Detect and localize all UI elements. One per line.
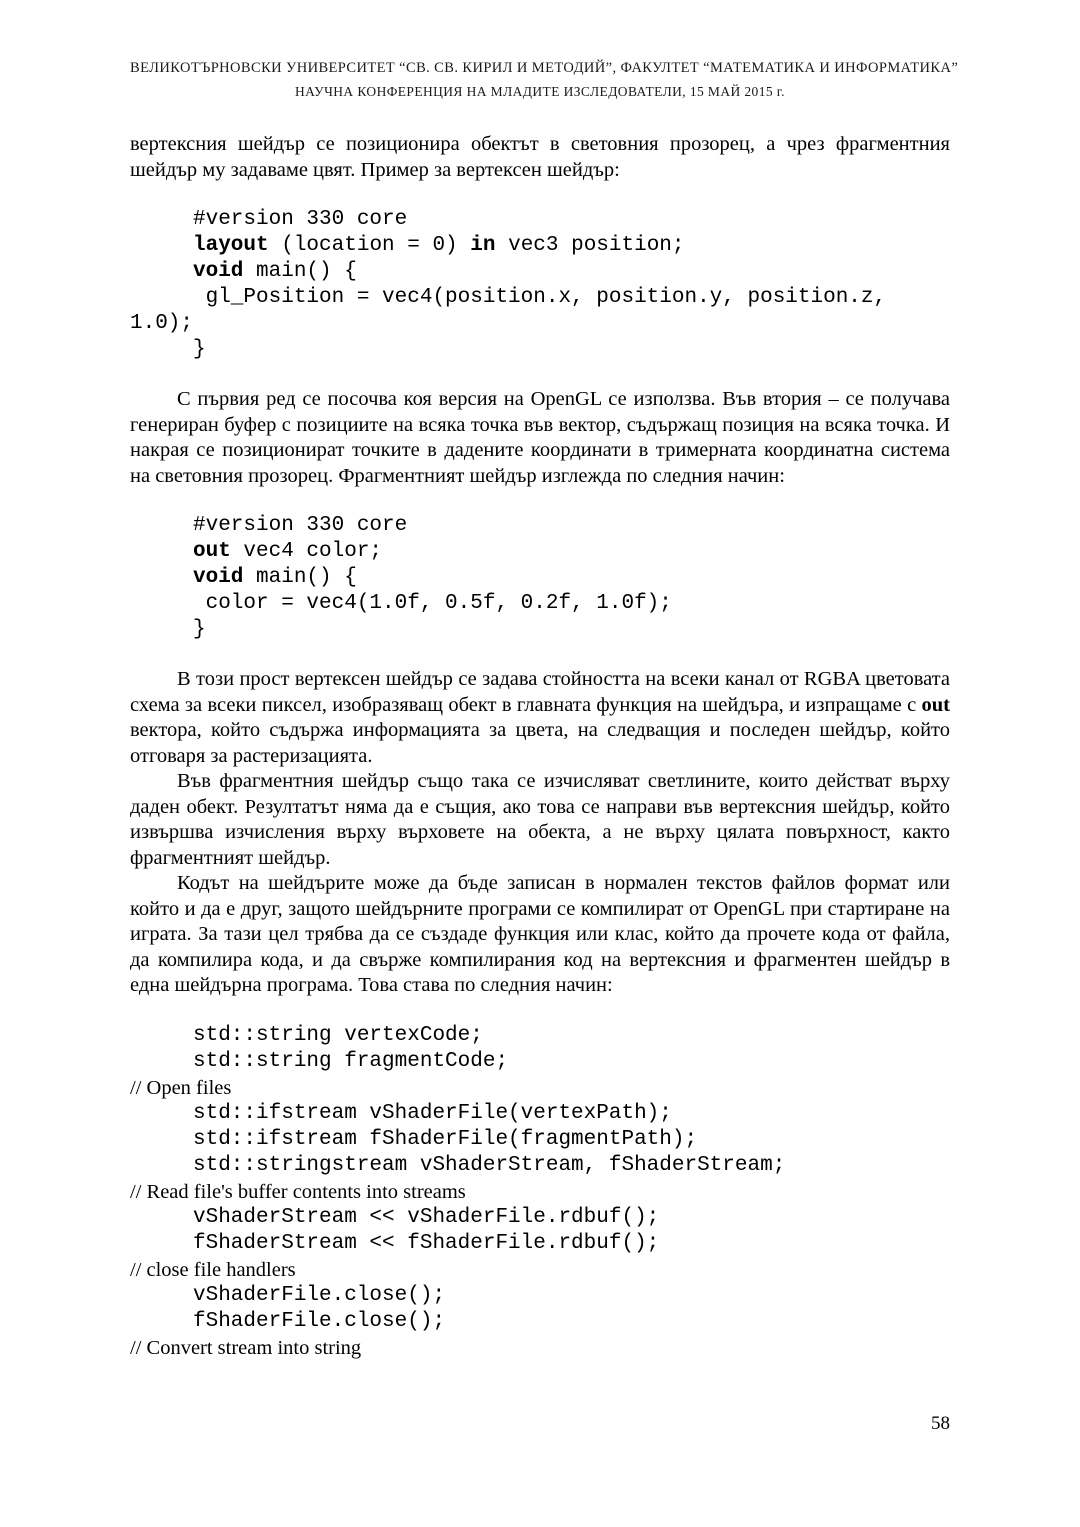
text: Кодът на шейдърите може да бъде записан в нормален текстов файлов формат или който и да е друг, защото шейдърните програми се компилират от OpenGL при стартиране на играта. За тази цел трябва да се създаде функция или клас, който да прочете кода от файла, да компилира кода, и да свърже компилирания код на вертексния и фрагментен шейдър в една шейдърна програма. Това става по следния начин: xyxy=(130,872,950,996)
text: #version 330 core xyxy=(193,514,408,537)
text: вектора, който съдържа информацията за цвета, на следващия и последен шейдър, който отговаря за растеризацията. xyxy=(130,719,950,767)
code-line xyxy=(130,1283,950,1309)
code-line xyxy=(130,1049,950,1075)
header-conference-line: НАУЧНА КОНФЕРЕНЦИЯ НА МЛАДИТЕ ИЗСЛЕДОВАТЕЛИ, 15 МАЙ 2015 г. xyxy=(295,84,785,99)
page-number: 58 xyxy=(931,1413,950,1434)
code-line xyxy=(130,565,950,591)
paragraph xyxy=(130,667,950,769)
text: vec3 position; xyxy=(495,234,685,257)
bold-text: void xyxy=(193,260,244,283)
text: В този прост вертексен шейдър се задава стойността на всеки канал от RGBA цветовата схема за всеки пиксел, изобразяващ обект в главната функция на шейдъра, и изпращаме с xyxy=(130,668,950,716)
text: std::ifstream fShaderFile(fragmentPath); xyxy=(193,1127,698,1151)
text: main() { xyxy=(243,260,357,283)
code-comment-line xyxy=(130,1257,950,1283)
text: std::ifstream vShaderFile(vertexPath); xyxy=(193,1101,672,1125)
code-line xyxy=(130,513,950,539)
text: std::string fragmentCode; xyxy=(193,1049,509,1073)
code-comment-line xyxy=(130,1335,950,1361)
header-university-line: ВЕЛИКОТЪРНОВСКИ УНИВЕРСИТЕТ “СВ. СВ. КИРИЛ И МЕТОДИЙ”, ФАКУЛТЕТ “МАТЕМАТИКА И ИНФОРМАТИКА” xyxy=(130,60,959,76)
bold-text: void xyxy=(193,566,244,589)
bold-text: in xyxy=(470,234,496,257)
text: fShaderFile.close(); xyxy=(193,1309,446,1333)
bold-text: out xyxy=(921,693,950,716)
text: fShaderStream << fShaderFile.rdbuf(); xyxy=(193,1231,660,1255)
code-block xyxy=(130,513,950,643)
code-line xyxy=(130,1101,950,1127)
code-line xyxy=(130,1023,950,1049)
code-line xyxy=(130,591,950,617)
text: (location = 0) xyxy=(268,234,471,257)
paragraph xyxy=(130,871,950,999)
paragraph xyxy=(130,769,950,871)
code-comment-line xyxy=(130,1179,950,1205)
code-line xyxy=(130,259,950,285)
code-block xyxy=(130,207,950,363)
text: std::string vertexCode; xyxy=(193,1023,483,1047)
text: Във фрагментния шейдър също така се изчисляват светлините, които действат върху даден обект. Резултатът няма да е същия, ако това се направи във вертексния шейдър, който извършва изчисления върху върховете на обекта, а не върху цялата повърхност, както фрагментният шейдър. xyxy=(130,770,950,869)
bold-text: layout xyxy=(193,234,269,257)
code-line xyxy=(130,1231,950,1257)
code-line xyxy=(130,207,950,233)
code-line xyxy=(130,539,950,565)
text: std::stringstream vShaderStream, fShaderStream; xyxy=(193,1153,786,1177)
text: color = vec4(1.0f, 0.5f, 0.2f, 1.0f); xyxy=(193,592,672,615)
text: // Convert stream into string xyxy=(130,1336,362,1359)
code-line xyxy=(130,1205,950,1231)
text: // close file handlers xyxy=(130,1258,296,1281)
text: vShaderFile.close(); xyxy=(193,1283,446,1307)
code-line xyxy=(130,617,950,643)
code-comment-line xyxy=(130,1075,950,1101)
page-header xyxy=(130,56,959,104)
code-block xyxy=(130,1023,950,1361)
text: main() { xyxy=(243,566,357,589)
code-line xyxy=(130,311,950,337)
text: С първия ред се посочва коя версия на OpenGL се използва. Във втория – се получава генериран буфер с позициите на всяка точка във вектор, съдържащ позиция на всяка точка. И накрая се позиционират точките в дадените координати в тримерната координатна система на световния прозорец. Фрагментният шейдър изглежда по следния начин: xyxy=(130,388,950,487)
code-line xyxy=(130,233,950,259)
text: вертексния шейдър се позиционира обектът в световния прозорец, а чрез фрагментния шейдър му задаваме цвят. Пример за вертексен шейдър: xyxy=(130,133,950,181)
text: } xyxy=(193,618,206,641)
code-line xyxy=(130,337,950,363)
code-line xyxy=(130,1309,950,1335)
code-line xyxy=(130,285,950,311)
text: 1.0); xyxy=(130,312,194,335)
text: #version 330 core xyxy=(193,208,408,231)
text: vShaderStream << vShaderFile.rdbuf(); xyxy=(193,1205,660,1229)
text: } xyxy=(193,338,206,361)
text: vec4 color; xyxy=(230,540,383,563)
code-line xyxy=(130,1153,950,1179)
paragraph xyxy=(130,132,950,183)
paragraph xyxy=(130,387,950,489)
bold-text: out xyxy=(193,540,231,563)
page-body xyxy=(130,132,950,1361)
text: // Read file's buffer contents into streams xyxy=(130,1180,466,1203)
code-line xyxy=(130,1127,950,1153)
text: gl_Position = vec4(position.x, position.y, position.z, xyxy=(193,286,887,309)
text: // Open files xyxy=(130,1076,232,1099)
